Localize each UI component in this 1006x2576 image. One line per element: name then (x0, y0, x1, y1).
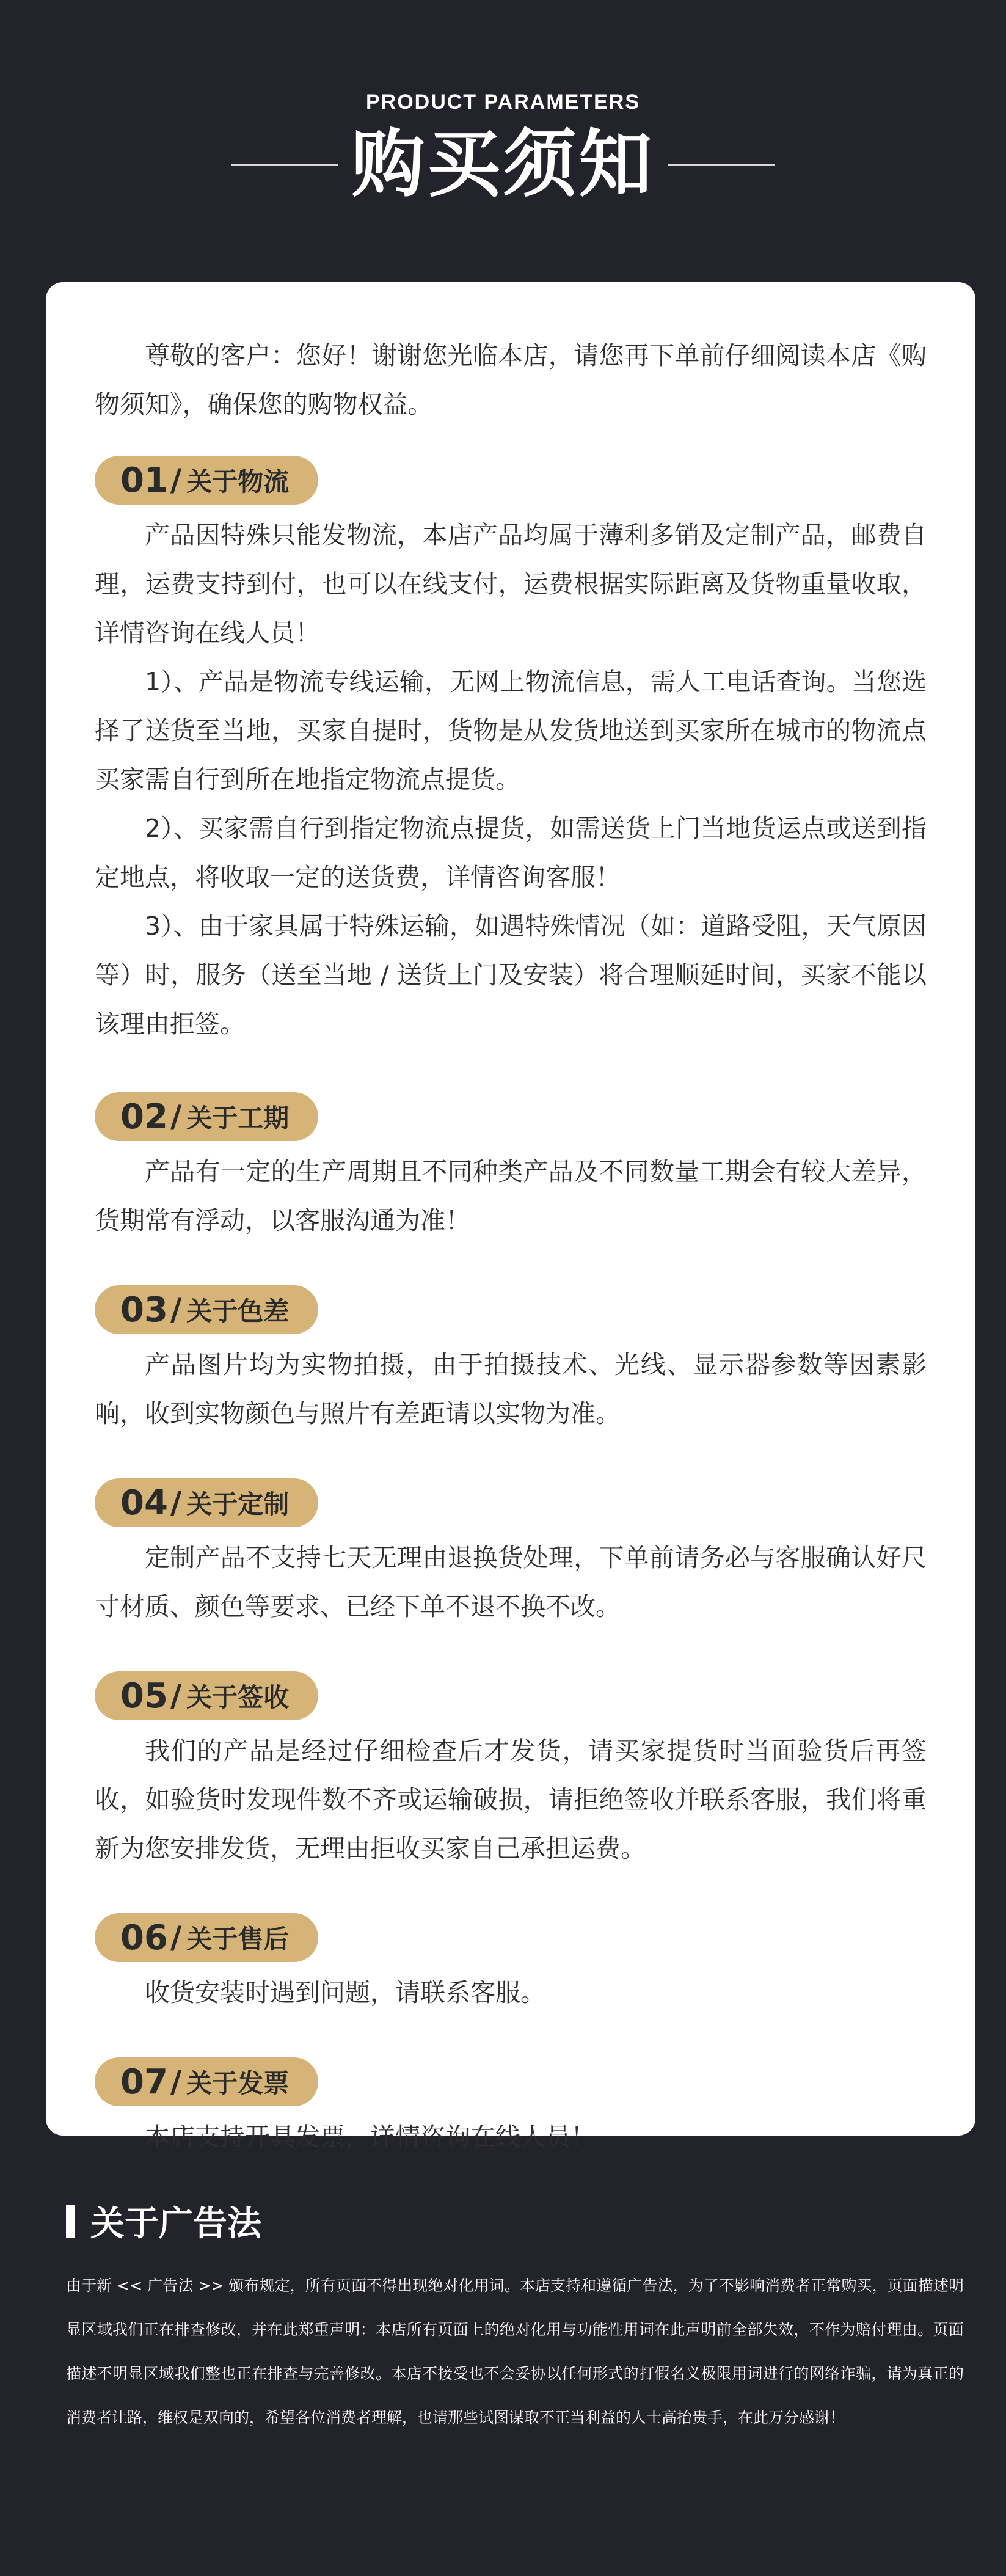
section-paragraph: 本店支持开具发票，详情咨询在线人员！ (145, 2122, 596, 2151)
section-number: 02 (120, 1096, 168, 1137)
title-divider-left (231, 164, 338, 166)
law-text: 由于新 << 广告法 >> 颁布规定，所有页面不得出现绝对化用词。本店支持和遵循广告法，为了不影响消费者正常购买，页面描述明显区域我们正在排查修改，并在此郑重声明：本店所有页面上的绝对化用与功能性用词在此声明前全部失效，不作为赔付理由。页面描述不明显区域我们整也正在排查与完善修改。本店不接受也不会妥协以任何形式的打假名义极限用词进行的网络诈骗，请为真正的消费者让路，维权是双向的，希望各位消费者理解，也请那些试图谋取不正当利益的人士高抬贵手，在此万分感谢！ (66, 2277, 964, 2426)
section-paragraph: 产品图片均为实物拍摄，由于拍摄技术、光线、显示器参数等因素影响，收到实物颜色与照片有差距请以实物为准。 (95, 1350, 927, 1428)
section-label: 关于色差 (186, 1296, 290, 1326)
section-label: 关于售后 (186, 1924, 290, 1954)
law-title: 关于广告法 (90, 2204, 261, 2244)
badge-slash: / (170, 462, 182, 498)
section-badge (95, 1671, 318, 1720)
section-label: 关于物流 (186, 467, 290, 497)
law-heading (66, 2197, 964, 2246)
section-number: 01 (120, 460, 168, 500)
section-badge (95, 2057, 318, 2106)
section-badge (95, 1285, 318, 1334)
section-receipt (95, 1671, 927, 1873)
section-badge (95, 1092, 318, 1141)
title-divider-right (668, 164, 775, 166)
header-subtitle: PRODUCT PARAMETERS (365, 90, 641, 114)
badge-slash: / (170, 2064, 182, 2100)
section-paragraph: 我们的产品是经过仔细检查后才发货，请买家提货时当面验货后再签收，如验货时发现件数不齐或运输破损，请拒绝签收并联系客服，我们将重新为您安排发货，无理由拒收买家自己承担运费。 (95, 1736, 927, 1863)
page-title: 购买须知 (351, 122, 655, 207)
section-paragraph: 收货安装时遇到问题，请联系客服。 (145, 1978, 545, 2007)
section-color-difference (95, 1285, 927, 1438)
law-heading-bar (66, 2205, 75, 2238)
intro-paragraph: 尊敬的客户：您好！谢谢您光临本店，请您再下单前仔细阅读本店《购物须知》，确保您的购物权益。 (95, 341, 927, 419)
badge-slash: / (170, 1678, 182, 1713)
section-badge (95, 1913, 318, 1962)
section-number: 03 (120, 1290, 168, 1330)
section-paragraph: 1）、产品是物流专线运输，无网上物流信息，需人工电话查询。当您选择了送货至当地，买家自提时，货物是从发货地送到买家所在城市的物流点买家需自行到所在地指定物流点提货。 (95, 667, 927, 794)
section-label: 关于发票 (186, 2068, 290, 2098)
advertising-law-notice (66, 2197, 964, 2440)
page-header (0, 0, 1006, 281)
section-paragraph: 定制产品不支持七天无理由退换货处理，下单前请务必与客服确认好尺寸材质、颜色等要求、已经下单不退不换不改。 (95, 1543, 927, 1621)
section-paragraph: 3）、由于家具属于特殊运输，如遇特殊情况（如：道路受阻，天气原因等）时，服务（送至当地 / 送货上门及安装）将合理顺延时间，买家不能以该理由拒签。 (95, 911, 927, 1038)
badge-slash: / (170, 1485, 182, 1520)
badge-slash: / (170, 1099, 182, 1134)
section-number: 07 (120, 2062, 168, 2102)
header-title-row (0, 122, 1006, 208)
section-number: 05 (120, 1676, 168, 1716)
badge-slash: / (170, 1920, 182, 1955)
section-logistics (95, 456, 927, 1048)
section-after-sales (95, 1913, 927, 2017)
section-badge (95, 1478, 318, 1527)
section-lead-time (95, 1092, 927, 1245)
notice-card (46, 282, 975, 2151)
badge-slash: / (170, 1292, 182, 1327)
section-label: 关于工期 (186, 1103, 290, 1133)
section-invoice (95, 2057, 927, 2161)
section-paragraph: 2）、买家需自行到指定物流点提货，如需送货上门当地货运点或送到指定地点，将收取一定的送货费，详情咨询客服！ (95, 814, 927, 892)
section-label: 关于定制 (186, 1489, 290, 1519)
section-label: 关于签收 (186, 1682, 290, 1712)
section-number: 06 (120, 1917, 168, 1958)
section-paragraph: 产品因特殊只能发物流，本店产品均属于薄利多销及定制产品，邮费自理，运费支持到付，也可以在线支付，运费根据实际距离及货物重量收取，详情咨询在线人员！ (95, 520, 927, 648)
section-number: 04 (120, 1483, 168, 1523)
section-badge (95, 456, 318, 505)
section-customization (95, 1478, 927, 1631)
section-paragraph: 产品有一定的生产周期且不同种类产品及不同数量工期会有较大差异，货期常有浮动，以客服沟通为准！ (95, 1157, 927, 1235)
